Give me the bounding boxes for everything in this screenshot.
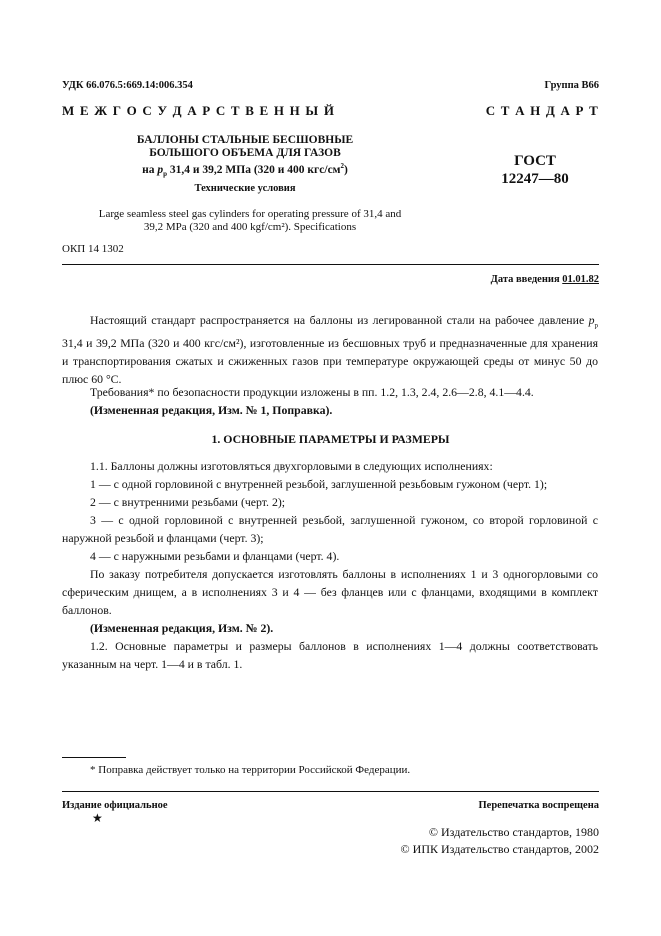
reprint-notice: Перепечатка воспрещена	[478, 800, 599, 811]
title-line-3-end: )	[344, 163, 348, 176]
title-line-3	[80, 160, 410, 181]
revision-2: (Измененная редакция, Изм. № 2).	[90, 621, 274, 635]
intro-p1-start: Настоящий стандарт распространяется на баллоны из легированной стали на рабочее давление	[90, 313, 585, 327]
intro-paragraph-1	[62, 311, 598, 388]
title-line-3-prefix: на	[142, 163, 158, 176]
udk-code: УДК 66.076.5:669.14:006.354	[62, 80, 193, 91]
variant-4: 4 — с наружными резьбами и фланцами (черт. 4).	[90, 549, 340, 563]
copyright-2002: © ИПК Издательство стандартов, 2002	[400, 842, 599, 856]
section-heading: 1. ОСНОВНЫЕ ПАРАМЕТРЫ И РАЗМЕРЫ	[211, 432, 450, 446]
title-line-3-sup: 2	[340, 162, 345, 170]
english-title	[80, 208, 420, 234]
header-divider	[62, 264, 599, 265]
footnote: * Поправка действует только на территории Российской Федерации.	[90, 764, 411, 776]
subtitle: Технические условия	[194, 183, 296, 194]
standard-left: М Е Ж Г О С У Д А Р С Т В Е Н Н Ы Й	[62, 103, 336, 118]
intro-pressure-symbol: p	[588, 313, 595, 327]
clause-1-2: 1.2. Основные параметры и размеры баллонов в исполнениях 1—4 должны соответствовать указанным на черт. 1—4 и в табл. 1.	[62, 639, 598, 671]
intro-revision: (Измененная редакция, Изм. № 1, Поправка).	[90, 403, 333, 417]
intro-date-label: Дата введения	[490, 274, 563, 285]
standard-right: С Т А Н Д А Р Т	[485, 103, 599, 118]
footnote-rule	[62, 757, 126, 758]
title-pressure-sub: p	[163, 170, 168, 179]
intro-p1-rest: 31,4 и 39,2 МПа (320 и 400 кгс/см²), изготовленные из бесшовных труб и предназначенные для хранения и транспортирования сжатых и сжиженных газов при температуре окружающей среды от минус 50 до плюс 60 °С.	[62, 336, 598, 387]
title-line-1: БАЛЛОНЫ СТАЛЬНЫЕ БЕСШОВНЫЕ	[136, 134, 354, 146]
english-title-line-2: 39,2 MPa (320 and 400 kgf/cm²). Specifications	[143, 221, 357, 233]
group-code: Группа В66	[544, 80, 599, 91]
intro-date	[491, 274, 599, 285]
footer-divider	[62, 791, 599, 792]
title-line-2: БОЛЬШОГО ОБЪЕМА ДЛЯ ГАЗОВ	[149, 147, 341, 159]
title-line-3-rest: 31,4 и 39,2 МПа (320 и 400 кгс/см	[167, 163, 341, 176]
variant-3: 3 — с одной горловиной с внутренней резьбой, заглушенной гужоном, со второй горловиной с наружной резьбой и фланцами (черт. 3);	[62, 513, 598, 545]
gost-label: ГОСТ	[514, 153, 556, 169]
title-block	[80, 134, 410, 181]
clause-1-1: 1.1. Баллоны должны изготовляться двухгорловыми в следующих исполнениях:	[90, 459, 493, 473]
official-edition: Издание официальное	[62, 800, 168, 811]
variant-2: 2 — с внутренними резьбами (черт. 2);	[90, 495, 286, 509]
star-icon: ★	[92, 811, 103, 825]
intro-date-value: 01.01.82	[562, 274, 599, 285]
title-pressure-symbol: p	[157, 163, 164, 176]
variant-1: 1 — с одной горловиной с внутренней резьбой, заглушенной резьбовым гужоном (черт. 1);	[90, 477, 548, 491]
okp-code: ОКП 14 1302	[62, 243, 124, 255]
intro-pressure-sub: p	[594, 321, 598, 330]
intro-paragraph-2: Требования* по безопасности продукции изложены в пп. 1.2, 1.3, 2.4, 2.6—2.8, 4.1—4.4.	[90, 385, 534, 399]
gost-number: 12247—80	[501, 171, 569, 187]
gost-block	[480, 152, 590, 188]
copyright-1980: © Издательство стандартов, 1980	[428, 825, 599, 839]
english-title-line-1: Large seamless steel gas cylinders for operating pressure of 31,4 and	[98, 208, 402, 220]
order-note: По заказу потребителя допускается изготовлять баллоны в исполнениях 1 и 3 одногорловыми со сферическим днищем, а в исполнениях 3 и 4 — без фланцев или с фланцами, входящими в комплект баллонов.	[62, 567, 598, 617]
